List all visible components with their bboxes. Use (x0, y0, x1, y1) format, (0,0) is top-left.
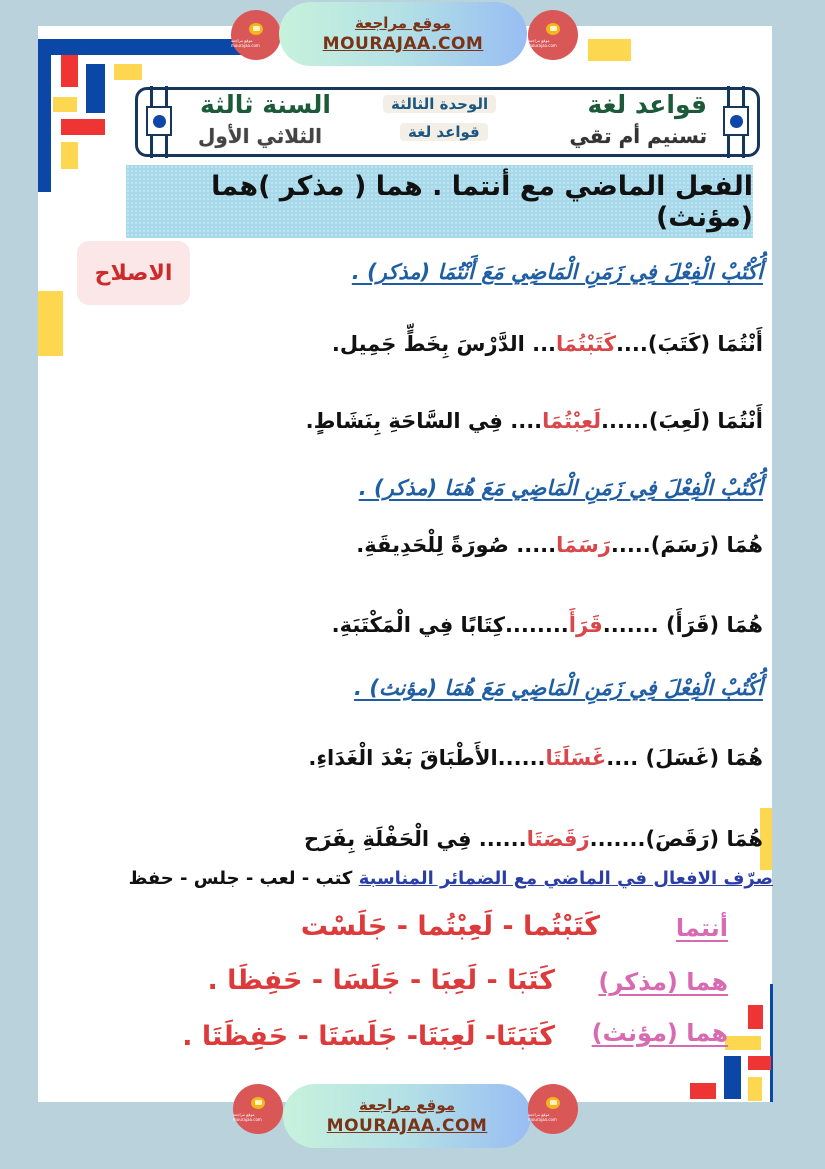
book-icon (251, 1097, 265, 1109)
unit-topic: قواعد لغة (400, 123, 488, 141)
circle-icon (730, 115, 743, 128)
circle-icon (153, 115, 166, 128)
lesson-title-banner (126, 165, 753, 238)
pronoun-label: هما (مذكر) (598, 968, 728, 996)
deco-bar (61, 55, 78, 87)
sentence-prompt: هُمَا (رَسَمَ)..... (610, 533, 763, 557)
conjugation-instruction-text: صرّف الافعال في الماضي مع الضمائر المناسبة (358, 868, 773, 889)
answer-text: رَسَمَا (556, 533, 611, 557)
sentence-rest: .... فِي السَّاحَةِ بِنَشَاطٍ. (305, 409, 543, 433)
answer-text: غَسَلَتَا (545, 746, 607, 770)
deco-bar (748, 1056, 771, 1070)
sentence-rest: ......الأَطْبَاقَ بَعْدَ الْغَدَاءِ. (308, 746, 546, 770)
deco-bar (748, 1077, 762, 1101)
conjugation-row (182, 1021, 555, 1052)
correction-label: الاصلاح (94, 260, 173, 286)
deco-bar (724, 1056, 741, 1099)
sentence-prompt: هُمَا (قَرَأَ) ....... (602, 613, 763, 637)
exercise-sentence (356, 533, 763, 557)
site-name-arabic: موقع مراجعة (358, 1096, 456, 1114)
deco-bar (38, 291, 63, 356)
sentence-rest: ... الدَّرْسَ بِخَطٍّ جَمِيل. (331, 332, 557, 356)
site-logo-right-top (528, 10, 578, 60)
site-logo-left-top (231, 10, 281, 60)
conjugation-verbs: كتب - لعب - جلس - حفظ (128, 868, 353, 889)
logo-caption: موقع مراجعة mourajaa.com (528, 1111, 557, 1122)
exercise-sentence (332, 613, 763, 637)
teacher-name: تسنيم أم تقي (569, 124, 707, 148)
sentence-prompt: هُمَا (رَقَصَ)....... (589, 827, 763, 851)
conjugated-forms: كَتَبَتَا- لَعِبَتَا- جَلَسَتَا - حَفِظَتَا . (182, 1021, 555, 1052)
conjugation-row (592, 1019, 728, 1047)
instruction-2: أُكْتُبْ الْفِعْلَ فِي زَمَنِ الْمَاضِي مَعَ هُمَا (مذكر) . (358, 476, 763, 500)
deco-bar (725, 1036, 761, 1050)
exercise-sentence (308, 746, 763, 770)
deco-bar (53, 97, 77, 112)
site-banner-bottom[interactable] (283, 1084, 531, 1148)
sentence-prompt: أَنْتُمَا (كَتَبَ).... (615, 332, 763, 356)
deco-bar (114, 64, 142, 80)
conjugated-forms: كَتَبَا - لَعِبَا - جَلَسَا - حَفِظَا . (207, 965, 555, 996)
deco-bar (38, 39, 51, 192)
deco-bar (38, 39, 243, 55)
site-name-arabic: موقع مراجعة (354, 14, 452, 32)
exercise-sentence (332, 332, 763, 356)
logo-caption: موقع مراجعة mourajaa.com (233, 1111, 262, 1122)
conjugation-row (598, 968, 728, 996)
instruction-3: أُكْتُبْ الْفِعْلَ فِي زَمَنِ الْمَاضِي مَعَ هُمَا (مؤنث) . (354, 676, 763, 700)
conjugated-forms: كَتَبْتُما - لَعِبْتُما - جَلَسْت (300, 911, 600, 942)
answer-text: رَقَصَتَا (526, 827, 590, 851)
pronoun-label: هما (مؤنث) (591, 1019, 728, 1047)
book-icon (249, 23, 263, 35)
conjugation-row (676, 914, 728, 942)
sentence-rest: ...... فِي الْحَفْلَةِ بِفَرَح (303, 827, 527, 851)
deco-bar (86, 64, 105, 113)
subject-title: قواعد لغة (587, 90, 707, 119)
site-logo-right-bottom (528, 1084, 578, 1134)
sentence-prompt: أَنْتُمَا (لَعِبَ)...... (601, 409, 763, 433)
deco-bar (61, 142, 78, 169)
worksheet-header (135, 87, 760, 157)
deco-bar (61, 119, 105, 135)
hinge-right (719, 96, 753, 148)
exercise-sentence (304, 827, 763, 851)
logo-caption: موقع مراجعة mourajaa.com (231, 37, 260, 48)
exercise-sentence (306, 409, 763, 433)
logo-caption: موقع مراجعة mourajaa.com (528, 37, 557, 48)
sentence-rest: ..... صُورَةً لِلْحَدِيقَةِ. (356, 533, 557, 557)
deco-bar (690, 1083, 716, 1099)
site-name-latin: MOURAJAA.COM (322, 34, 484, 54)
unit-label: الوحدة الثالثة (383, 95, 496, 113)
sentence-rest: ........كِتَابًا فِي الْمَكْتَبَةِ. (331, 613, 569, 637)
book-icon (546, 1097, 560, 1109)
term-label: الثلاثي الأول (198, 124, 322, 148)
conjugation-row (207, 965, 555, 996)
answer-text: لَعِبْتُمَا (542, 409, 602, 433)
lesson-title: الفعل الماضي مع أنتما . هما ( مذكر )هما (مؤنث) (211, 170, 753, 233)
answer-text: كَتَبْتُمَا (556, 332, 616, 356)
deco-bar (770, 984, 773, 1102)
site-banner-top[interactable] (279, 2, 527, 66)
correction-badge (77, 241, 190, 305)
grade-label: السنة ثالثة (200, 90, 331, 119)
conjugation-row (301, 911, 600, 942)
sentence-prompt: هُمَا (غَسَلَ) .... (606, 746, 763, 770)
instruction-1: أُكْتُبْ الْفِعْلَ فِي زَمَنِ الْمَاضِي مَعَ أَنْتُمَا (مذكر) . (351, 260, 763, 284)
site-name-latin: MOURAJAA.COM (326, 1116, 488, 1136)
answer-text: قَرَأَ (568, 613, 603, 637)
book-icon (546, 23, 560, 35)
hinge-left (142, 96, 176, 148)
deco-bar (588, 39, 631, 61)
deco-bar (748, 1005, 763, 1029)
conjugation-instruction (129, 868, 773, 889)
site-logo-left-bottom (233, 1084, 283, 1134)
pronoun-label: أنتما (675, 914, 728, 942)
